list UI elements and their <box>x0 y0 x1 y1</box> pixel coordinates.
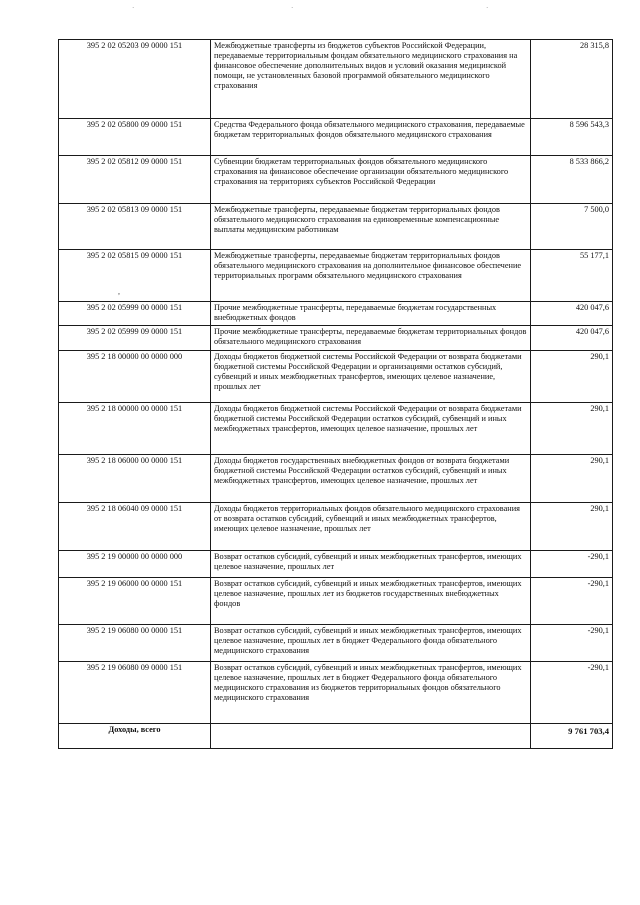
table-row <box>59 662 613 724</box>
table-row <box>59 351 613 403</box>
table-row <box>59 40 613 119</box>
table-row <box>59 156 613 204</box>
budget-code: 395 2 02 05813 09 0000 151 <box>59 204 211 250</box>
revenue-table <box>58 39 613 749</box>
amount: 290,1 <box>531 351 613 403</box>
amount: 8 533 866,2 <box>531 156 613 204</box>
amount: 420 047,6 <box>531 302 613 326</box>
scan-artifacts: · · · <box>132 4 489 12</box>
table-row <box>59 204 613 250</box>
budget-code: 395 2 02 05800 09 0000 151 <box>59 119 211 156</box>
total-amount: 9 761 703,4 <box>531 724 613 749</box>
budget-code: 395 2 02 05815 09 0000 151 <box>59 250 211 302</box>
revenue-description: Средства Федерального фонда обязательного медицинского страхования, передаваемые бюджетам территориальных фондов обязательного медицинского страхования <box>211 119 531 156</box>
amount: 290,1 <box>531 403 613 455</box>
amount: -290,1 <box>531 625 613 662</box>
amount: 8 596 543,3 <box>531 119 613 156</box>
table-row <box>59 578 613 625</box>
table-body <box>59 40 613 749</box>
budget-code: 395 2 18 06000 00 0000 151 <box>59 455 211 503</box>
total-row <box>59 724 613 749</box>
revenue-description: Доходы бюджетов бюджетной системы Российской Федерации от возврата бюджетами бюджетной системы Российской Федерации и организациями остатков субсидий, субвенций и иных межбюджетных трансфертов, имеющих целевое назначение, прошлых лет <box>211 351 531 403</box>
revenue-description: Межбюджетные трансферты из бюджетов субъектов Российской Федерации, передаваемые территориальным фондам обязательного медицинского страхования на финансовое обеспечение дополнительных видов и условий оказания медицинской помощи, не установленных базовой программой обязательного медицинского страхования <box>211 40 531 119</box>
table-row <box>59 403 613 455</box>
amount: 7 500,0 <box>531 204 613 250</box>
table-row <box>59 302 613 326</box>
table-row <box>59 551 613 578</box>
amount: -290,1 <box>531 551 613 578</box>
budget-code: 395 2 02 05203 09 0000 151 <box>59 40 211 119</box>
amount: 290,1 <box>531 455 613 503</box>
budget-code: 395 2 19 06080 00 0000 151 <box>59 625 211 662</box>
budget-code: 395 2 02 05812 09 0000 151 <box>59 156 211 204</box>
budget-code: 395 2 18 06040 09 0000 151 <box>59 503 211 551</box>
amount: 290,1 <box>531 503 613 551</box>
total-description <box>211 724 531 749</box>
amount: 28 315,8 <box>531 40 613 119</box>
revenue-description: Межбюджетные трансферты, передаваемые бюджетам территориальных фондов обязательного медицинского страхования на единовременные компенсационные выплаты медицинским работникам <box>211 204 531 250</box>
amount: 420 047,6 <box>531 326 613 351</box>
amount: 55 177,1 <box>531 250 613 302</box>
budget-code: 395 2 19 00000 00 0000 000 <box>59 551 211 578</box>
total-label: Доходы, всего <box>59 724 211 749</box>
table-row <box>59 503 613 551</box>
revenue-description: Возврат остатков субсидий, субвенций и иных межбюджетных трансфертов, имеющих целевое назначение, прошлых лет в бюджет Федерального фонда обязательного медицинского страхования из бюджетов территориальных фондов обязательного медицинского страхования <box>211 662 531 724</box>
budget-code: 395 2 18 00000 00 0000 151 <box>59 403 211 455</box>
revenue-description: Возврат остатков субсидий, субвенций и иных межбюджетных трансфертов, имеющих целевое назначение, прошлых лет из бюджетов государственных внебюджетных фондов <box>211 578 531 625</box>
table-row <box>59 250 613 302</box>
table-row <box>59 119 613 156</box>
revenue-description: Прочие межбюджетные трансферты, передаваемые бюджетам государственных внебюджетных фондов <box>211 302 531 326</box>
revenue-description: Доходы бюджетов государственных внебюджетных фондов от возврата бюджетами бюджетной системы Российской Федерации остатков субсидий, субвенций и иных межбюджетных трансфертов, имеющих целевое назначение, прошлых лет <box>211 455 531 503</box>
table-row <box>59 625 613 662</box>
budget-code: 395 2 19 06000 00 0000 151 <box>59 578 211 625</box>
table-row <box>59 455 613 503</box>
revenue-description: Возврат остатков субсидий, субвенций и иных межбюджетных трансфертов, имеющих целевое назначение, прошлых лет <box>211 551 531 578</box>
revenue-description: Прочие межбюджетные трансферты, передаваемые бюджетам территориальных фондов обязательного медицинского страхования <box>211 326 531 351</box>
revenue-description: Доходы бюджетов территориальных фондов обязательного медицинского страхования от возврата остатков субсидий, субвенций и иных межбюджетных трансфертов, имеющих целевое назначение, прошлых лет <box>211 503 531 551</box>
revenue-description: Субвенции бюджетам территориальных фондов обязательного медицинского страхования на финансовое обеспечение организации обязательного медицинского страхования на территориях субъектов Российской Федерации <box>211 156 531 204</box>
budget-code: 395 2 19 06080 09 0000 151 <box>59 662 211 724</box>
budget-code: 395 2 18 00000 00 0000 000 <box>59 351 211 403</box>
budget-code: 395 2 02 05999 00 0000 151 <box>59 302 211 326</box>
budget-code: 395 2 02 05999 09 0000 151 <box>59 326 211 351</box>
amount: -290,1 <box>531 578 613 625</box>
amount: -290,1 <box>531 662 613 724</box>
scan-mark: , <box>118 287 120 296</box>
revenue-description: Возврат остатков субсидий, субвенций и иных межбюджетных трансфертов, имеющих целевое назначение, прошлых лет в бюджет Федерального фонда обязательного медицинского страхования <box>211 625 531 662</box>
revenue-description: Межбюджетные трансферты, передаваемые бюджетам территориальных фондов обязательного медицинского страхования на дополнительное финансовое обеспечение территориальных программ обязательного медицинского страхования <box>211 250 531 302</box>
table-row <box>59 326 613 351</box>
revenue-description: Доходы бюджетов бюджетной системы Российской Федерации от возврата бюджетами бюджетной системы Российской Федерации остатков субсидий, субвенций и иных межбюджетных трансфертов, имеющих целевое назначение, прошлых лет <box>211 403 531 455</box>
